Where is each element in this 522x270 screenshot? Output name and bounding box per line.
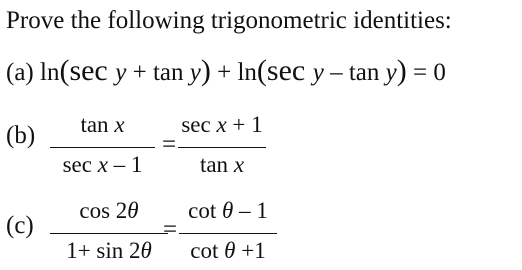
- identity-a-ln-2: + ln: [210, 59, 257, 86]
- identity-b-equals: =: [162, 131, 177, 158]
- identity-a-plus-tan: + tan: [126, 59, 190, 86]
- identity-b-rhs-denominator: tan x: [199, 152, 245, 177]
- identity-a-ln-1: ln: [40, 59, 60, 86]
- identity-a-var-1: y: [115, 59, 127, 86]
- identity-c-lhs-denominator: 1+ sin 2θ: [66, 238, 152, 263]
- problem-heading: Prove the following trigonometric identities:: [6, 7, 452, 34]
- identity-c-rhs-numerator: cot θ – 1: [188, 198, 268, 223]
- identity-c-equals: =: [163, 216, 178, 243]
- identity-b-lhs-denominator: sec x – 1: [62, 152, 143, 177]
- identity-c-label: (c): [6, 212, 34, 239]
- identity-b-rhs-numerator: sec x + 1: [181, 112, 263, 137]
- identity-b-rhs-fraction-bar: [178, 147, 266, 148]
- identity-c-lhs-fraction-bar: [50, 233, 168, 234]
- identity-a-label: (a): [6, 59, 34, 86]
- identity-a-var-3: y: [312, 59, 324, 86]
- identity-a-var-4: y: [385, 59, 397, 86]
- identity-b-lhs-fraction-bar: [50, 147, 155, 148]
- identity-c-rhs-denominator: cot θ +1: [190, 238, 266, 263]
- identity-b-lhs-numerator: tan x: [80, 112, 125, 137]
- identity-a-close-1: ): [200, 54, 211, 87]
- identity-c-lhs-numerator: cos 2θ: [79, 198, 139, 223]
- identity-a-open-1: (sec: [59, 54, 116, 87]
- identity-a: [6, 56, 446, 88]
- identity-a-open-2: (sec: [256, 54, 313, 87]
- identity-c-rhs-fraction-bar: [179, 233, 277, 234]
- identity-a-equals-zero: = 0: [406, 59, 446, 86]
- identity-a-var-2: y: [189, 59, 201, 86]
- identity-a-minus-tan: – tan: [323, 59, 386, 86]
- identity-a-close-2: ): [396, 54, 407, 87]
- identity-b-label: (b): [6, 122, 36, 149]
